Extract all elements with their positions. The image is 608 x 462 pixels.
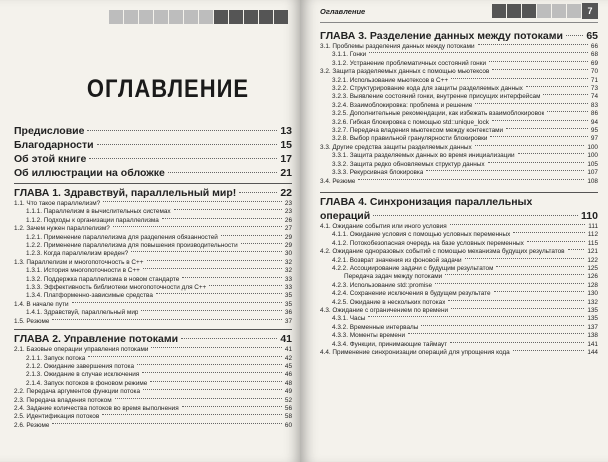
toc-entry xyxy=(14,355,292,363)
running-header xyxy=(320,0,598,23)
toc-entry-page: 112 xyxy=(587,231,598,239)
header-squares xyxy=(14,10,292,32)
toc-entry-title: 3.2.1. Использование мьютексов в C++ xyxy=(332,76,449,84)
toc-entry-page: 32 xyxy=(284,258,292,266)
toc-entry xyxy=(320,119,598,127)
chapter-1-heading xyxy=(14,183,292,200)
toc-entry-title: 2.1.2. Ожидание завершения потока xyxy=(26,362,134,370)
running-head: Оглавление xyxy=(320,6,366,16)
toc-entry-page: 100 xyxy=(587,152,598,160)
toc-entry-title: 1.3.2. Поддержка параллелизма в новом стандарте xyxy=(26,275,180,283)
toc-entry-page: 60 xyxy=(284,421,292,429)
toc-entry xyxy=(14,152,292,166)
chapter-title: ГЛАВА 3. Разделение данных между потоками xyxy=(320,30,563,42)
toc-entry-page: 35 xyxy=(284,300,292,308)
toc-entry-title: 3.1. Проблемы разделения данных между потоками xyxy=(320,43,475,50)
toc-entry-title: 1.4.1. Здравствуй, параллельный мир xyxy=(26,309,139,317)
toc-entry xyxy=(320,315,598,323)
right-page xyxy=(300,0,608,462)
toc-entry-title: 2.1.4. Запуск потоков в фоновом режиме xyxy=(26,379,148,387)
toc-entry-page: 15 xyxy=(280,139,292,151)
toc-entry xyxy=(320,299,598,307)
toc-entry-title: 3.2.5. Дополнительные рекомендации, как избежать взаимоблокировок xyxy=(332,110,545,118)
toc-entry xyxy=(320,93,598,101)
toc-entry xyxy=(320,341,598,349)
chapter-2-heading xyxy=(14,329,292,346)
front-matter-list xyxy=(14,124,292,180)
toc-entry xyxy=(320,307,598,315)
toc-entry-page: 66 xyxy=(590,43,598,50)
chapter-title: ГЛАВА 1. Здравствуй, параллельный мир! xyxy=(14,187,237,199)
toc-entry xyxy=(320,135,598,143)
toc-entry-title: 2.1.1. Запуск потока xyxy=(26,354,86,362)
toc-entry-title: 1.2.3. Когда параллелизм вреден? xyxy=(26,250,129,258)
toc-entry-page: 144 xyxy=(587,349,598,356)
toc-entry-page: 95 xyxy=(590,127,598,135)
toc-entry-page: 41 xyxy=(284,346,292,354)
toc-entry-page: 33 xyxy=(284,284,292,292)
toc-entry-page: 97 xyxy=(590,135,598,143)
toc-entry xyxy=(14,217,292,225)
toc-entry-page: 23 xyxy=(284,208,292,216)
toc-entry-title: 3.2.4. Взаимоблокировка: проблема и решение xyxy=(332,101,473,109)
toc-entry-title: 3.3.1. Защита разделяемых данных во время инициализации xyxy=(332,152,515,160)
toc-entry-title: 2.2. Передача аргументов функции потока xyxy=(14,388,141,396)
toc-entry-page: 108 xyxy=(587,177,598,185)
toc-entry-title: 4.4. Применение синхронизации операций для упрощения кода xyxy=(320,349,510,356)
toc-entry-page: 132 xyxy=(587,298,598,306)
toc-entry xyxy=(14,259,292,267)
toc-entry xyxy=(320,349,598,357)
toc-entry xyxy=(14,225,292,233)
toc-entry-title: 1.3.1. История многопоточности в C++ xyxy=(26,267,140,275)
toc-entry-page: 46 xyxy=(284,371,292,379)
toc-entry-title: 1.3. Параллелизм и многопоточность в C++ xyxy=(14,258,144,266)
toc-entry-title: 2.6. Резюме xyxy=(14,421,50,429)
chapter-page: 41 xyxy=(280,333,292,346)
toc-entry-page: 86 xyxy=(590,110,598,118)
toc-entry-page: 56 xyxy=(284,404,292,412)
toc-entry-page: 125 xyxy=(587,264,598,272)
chapter-4-entries xyxy=(320,223,598,358)
toc-entry-page: 128 xyxy=(587,281,598,289)
toc-entry-page: 48 xyxy=(284,379,292,387)
toc-entry-title: 4.2.3. Использование std::promise xyxy=(332,281,433,289)
toc-entry xyxy=(320,152,598,160)
toc-entry-page: 58 xyxy=(284,413,292,421)
toc-entry xyxy=(320,169,598,177)
toc-entry-page: 33 xyxy=(284,275,292,283)
toc-entry xyxy=(14,292,292,300)
chapter-4-heading-cont xyxy=(320,209,598,223)
toc-entry xyxy=(14,422,292,430)
toc-entry-page: 121 xyxy=(587,248,598,256)
toc-entry-page: 52 xyxy=(284,396,292,404)
toc-entry-title: 4.3.1. Часы xyxy=(332,315,366,323)
toc-entry-page: 32 xyxy=(284,267,292,275)
toc-entry xyxy=(14,413,292,421)
toc-entry-page: 29 xyxy=(284,233,292,241)
chapter-title: ГЛАВА 2. Управление потоками xyxy=(14,333,179,346)
toc-entry xyxy=(320,231,598,239)
toc-entry-title: 4.3.3. Моменты времени xyxy=(332,332,406,340)
toc-entry-title: 2.1.3. Ожидание в случае исключения xyxy=(26,371,140,379)
toc-entry-page: 111 xyxy=(588,222,598,230)
toc-entry xyxy=(14,397,292,405)
toc-entry-page: 105 xyxy=(587,160,598,168)
toc-entry xyxy=(320,51,598,59)
toc-entry-title: 1.2.2. Применение параллелизма для повышения производительности xyxy=(26,242,238,250)
toc-entry-page: 126 xyxy=(587,273,598,281)
toc-entry xyxy=(320,161,598,169)
toc-entry-title: 4.1.1. Ожидание условия с помощью условных переменных xyxy=(332,231,511,239)
toc-entry xyxy=(320,85,598,93)
chapter-title: ГЛАВА 4. Синхронизация параллельных xyxy=(320,195,533,208)
toc-entry xyxy=(320,178,598,186)
chapter-3-entries xyxy=(320,43,598,186)
header-squares xyxy=(492,4,581,18)
toc-entry-page: 13 xyxy=(280,125,292,137)
toc-entry xyxy=(14,276,292,284)
toc-entry-title: 1.1. Что такое параллелизм? xyxy=(14,200,101,207)
toc-entry xyxy=(320,68,598,76)
toc-entry xyxy=(320,273,598,281)
toc-entry xyxy=(14,309,292,317)
toc-entry xyxy=(14,318,292,326)
toc-entry xyxy=(14,363,292,371)
toc-entry xyxy=(14,405,292,413)
toc-entry-page: 21 xyxy=(280,167,292,179)
toc-entry-title: 3.2.6. Гибкая блокировка с помощью std::unique_lock xyxy=(332,118,489,126)
toc-entry-page: 83 xyxy=(590,101,598,109)
toc-entry-page: 69 xyxy=(590,59,598,67)
chapter-1-entries xyxy=(14,200,292,326)
page-number: 7 xyxy=(582,3,598,19)
toc-entry-page: 107 xyxy=(587,169,598,177)
toc-entry xyxy=(320,282,598,290)
chapter-page: 110 xyxy=(581,209,598,222)
toc-entry-page: 35 xyxy=(284,292,292,300)
toc-entry-page: 30 xyxy=(284,250,292,258)
chapter-2-entries xyxy=(14,346,292,430)
toc-entry-title: 2.5. Идентификация потоков xyxy=(14,413,100,421)
toc-entry xyxy=(14,138,292,152)
toc-entry-page: 37 xyxy=(284,317,292,325)
toc-entry-title: 3.3.3. Рекурсивная блокировка xyxy=(332,169,424,177)
toc-entry-title: 1.4. В начале пути xyxy=(14,300,69,308)
toc-entry xyxy=(320,77,598,85)
toc-entry-page: 45 xyxy=(284,362,292,370)
toc-entry xyxy=(320,324,598,332)
toc-entry-title: 3.2.7. Передача владения мьютексом между контекстами xyxy=(332,127,504,135)
toc-entry-title: 3.4. Резюме xyxy=(320,177,356,185)
toc-entry xyxy=(14,371,292,379)
toc-entry-page: 27 xyxy=(284,225,292,233)
toc-entry-title: 4.3.4. Функции, принимающие таймаут xyxy=(332,340,448,348)
toc-entry-page: 23 xyxy=(284,200,292,207)
toc-entry-title: 1.1.1. Параллелизм в вычислительных системах xyxy=(26,208,171,216)
toc-entry-title: 4.3. Ожидание с ограничением по времени xyxy=(320,306,449,314)
toc-entry-page: 135 xyxy=(587,315,598,323)
toc-entry-page: 68 xyxy=(590,51,598,59)
toc-entry-title: Благодарности xyxy=(14,139,94,151)
chapter-4-heading xyxy=(320,192,598,209)
toc-entry-page: 17 xyxy=(280,153,292,165)
toc-entry xyxy=(320,110,598,118)
toc-entry-title: 1.5. Резюме xyxy=(14,317,50,325)
toc-entry xyxy=(14,166,292,180)
toc-entry-title: Предисловие xyxy=(14,125,85,137)
toc-entry-title: 1.3.4. Платформенно-зависимые средства xyxy=(26,292,153,300)
toc-entry xyxy=(14,200,292,208)
toc-entry xyxy=(320,60,598,68)
toc-entry-page: 74 xyxy=(590,93,598,101)
toc-entry-page: 115 xyxy=(587,239,598,247)
toc-entry-title: 3.1.2. Устранение проблематичных состояний гонки xyxy=(332,59,487,67)
left-page xyxy=(0,0,300,462)
chapter-title-cont: операций xyxy=(320,209,371,222)
toc-entry-page: 71 xyxy=(590,76,598,84)
toc-entry-title: 4.1. Ожидание события или иного условия xyxy=(320,222,447,230)
toc-entry xyxy=(14,388,292,396)
toc-entry xyxy=(14,124,292,138)
toc-entry xyxy=(320,43,598,51)
toc-entry-title: 2.3. Передача владения потоком xyxy=(14,396,112,404)
toc-entry-page: 73 xyxy=(590,85,598,93)
toc-entry-page: 122 xyxy=(587,256,598,264)
toc-entry-title: 3.3. Другие средства защиты разделяемых данных xyxy=(320,143,472,151)
toc-entry-page: 138 xyxy=(587,332,598,340)
toc-entry xyxy=(320,102,598,110)
toc-entry xyxy=(14,284,292,292)
toc-entry-page: 42 xyxy=(284,354,292,362)
toc-entry xyxy=(320,127,598,135)
chapter-page: 22 xyxy=(280,187,292,199)
toc-entry-title: 3.3.2. Защита редко обновляемых структур данных xyxy=(332,160,485,168)
toc-entry xyxy=(320,223,598,231)
toc-entry-page: 26 xyxy=(284,216,292,224)
toc-entry-title: 3.2.2. Структурирование кода для защиты разделяемых данных xyxy=(332,85,523,93)
toc-entry-title: 3.2.8. Выбор правильной гранулярности блокировки xyxy=(332,135,488,143)
toc-title: ОГЛАВЛЕНИЕ xyxy=(86,74,250,103)
toc-entry xyxy=(14,267,292,275)
toc-entry-title: 1.1.2. Подходы к организации параллелизма xyxy=(26,216,159,224)
toc-entry-title: 4.2.5. Ожидание в нескольких потоках xyxy=(332,298,446,306)
toc-entry xyxy=(320,332,598,340)
toc-entry xyxy=(14,234,292,242)
toc-entry xyxy=(320,240,598,248)
toc-entry xyxy=(320,248,598,256)
toc-entry-title: 1.2.1. Применение параллелизма для разделения обязанностей xyxy=(26,233,218,241)
toc-entry-title: Передача задач между потоками xyxy=(344,273,443,281)
toc-entry-title: 4.2.1. Возврат значения из фоновой задачи xyxy=(332,256,462,264)
toc-entry xyxy=(320,144,598,152)
toc-entry-page: 29 xyxy=(284,242,292,250)
toc-entry-page: 130 xyxy=(587,290,598,298)
toc-entry xyxy=(320,265,598,273)
toc-entry-page: 49 xyxy=(284,388,292,396)
toc-entry-title: 4.3.2. Временные интервалы xyxy=(332,323,419,331)
toc-entry-page: 100 xyxy=(587,143,598,151)
toc-entry xyxy=(320,290,598,298)
toc-entry xyxy=(14,346,292,354)
toc-entry xyxy=(14,242,292,250)
toc-entry-title: 2.4. Задание количества потоков во время выполнения xyxy=(14,404,179,412)
toc-entry-title: 4.2.4. Сохранение исключения в будущем результате xyxy=(332,290,491,298)
toc-entry-title: 2.1. Базовые операции управления потоками xyxy=(14,346,149,354)
toc-entry-title: 3.2.3. Выявление состояний гонки, внутренне присущих интерфейсам xyxy=(332,93,541,101)
toc-entry-page: 36 xyxy=(284,309,292,317)
toc-entry-title: 3.2. Защита разделяемых данных с помощью мьютексов xyxy=(320,68,490,76)
toc-entry-page: 141 xyxy=(587,340,598,348)
chapter-page: 65 xyxy=(586,30,598,42)
toc-entry-page: 70 xyxy=(590,68,598,76)
toc-entry xyxy=(14,250,292,258)
toc-entry-page: 137 xyxy=(587,323,598,331)
toc-entry-title: 4.2.2. Ассоциирование задачи с будущим результатом xyxy=(332,264,494,272)
toc-entry xyxy=(14,301,292,309)
toc-entry xyxy=(320,257,598,265)
toc-entry-title: Об иллюстрации на обложке xyxy=(14,167,165,179)
toc-entry-page: 135 xyxy=(587,306,598,314)
toc-entry-title: 4.2. Ожидание одноразовых событий с помощью механизма будущих результатов xyxy=(320,248,565,256)
toc-entry-title: 1.3.3. Эффективность библиотеки многопоточности для C++ xyxy=(26,284,207,292)
toc-entry-title: 3.1.1. Гонки xyxy=(332,51,367,59)
toc-entry-title: Об этой книге xyxy=(14,153,87,165)
toc-entry xyxy=(14,208,292,216)
toc-entry-page: 94 xyxy=(590,118,598,126)
chapter-3-heading xyxy=(320,27,598,43)
toc-entry-title: 4.1.2. Потокобезопасная очередь на базе условных переменных xyxy=(332,239,524,247)
toc-entry xyxy=(14,380,292,388)
toc-entry-title: 1.2. Зачем нужен параллелизм? xyxy=(14,225,110,233)
